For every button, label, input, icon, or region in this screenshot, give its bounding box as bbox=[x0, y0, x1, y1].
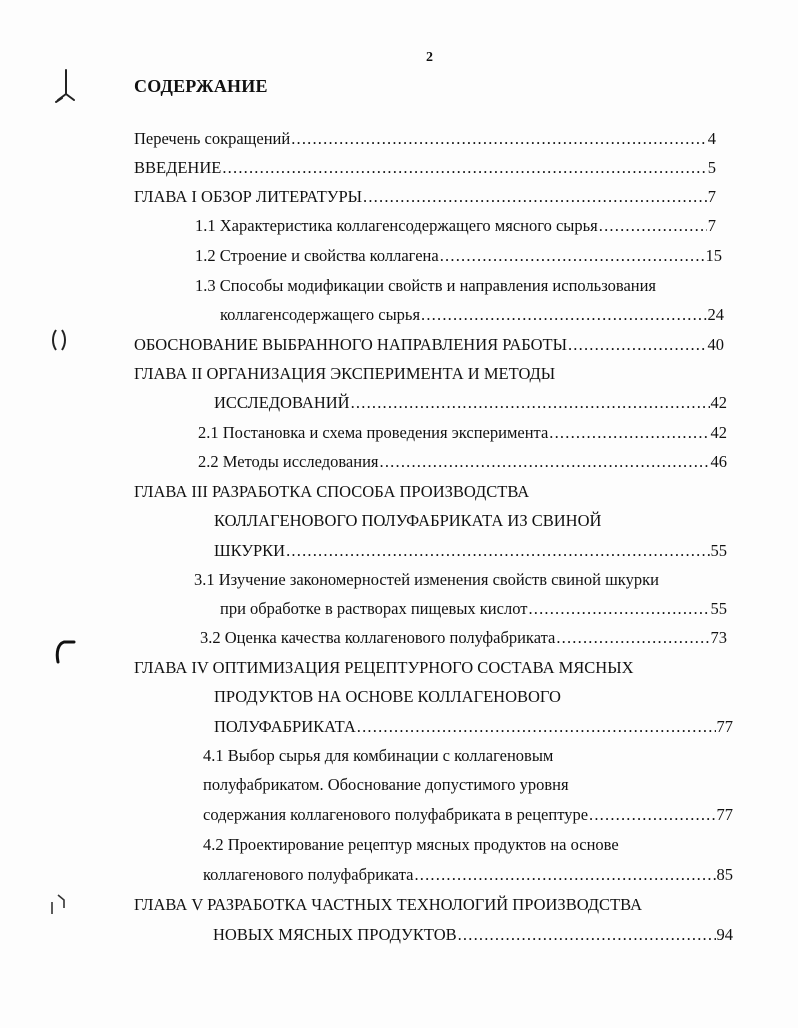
toc-entry-title: ОБОСНОВАНИЕ ВЫБРАННОГО НАПРАВЛЕНИЯ РАБОТЫ bbox=[134, 335, 567, 354]
toc-entry-continuation bbox=[134, 894, 642, 916]
toc-entry-title: при обработке в растворах пищевых кислот bbox=[220, 599, 528, 618]
handwritten-mark-paren-icon bbox=[50, 328, 70, 352]
toc-entry-page-number: 42 bbox=[710, 393, 727, 412]
handwritten-mark-hook-icon bbox=[52, 636, 78, 664]
dot-leader bbox=[556, 627, 709, 649]
toc-entry bbox=[214, 716, 733, 738]
toc-entry-page-number: 77 bbox=[716, 717, 733, 736]
dot-leader bbox=[357, 716, 716, 738]
toc-entry-title: 4.2 Проектирование рецептур мясных продуктов на основе bbox=[203, 835, 619, 854]
toc-entry-title: ГЛАВА III РАЗРАБОТКА СПОСОБА ПРОИЗВОДСТВА bbox=[134, 482, 530, 501]
toc-entry-title: 2.1 Постановка и схема проведения эксперимента bbox=[198, 423, 549, 442]
dot-leader bbox=[222, 157, 706, 179]
toc-entry bbox=[220, 598, 727, 620]
toc-entry bbox=[198, 422, 727, 444]
toc-entry-title: 3.2 Оценка качества коллагенового полуфабриката bbox=[200, 628, 556, 647]
toc-entry-page-number: 42 bbox=[710, 423, 727, 442]
toc-entry-continuation bbox=[134, 481, 529, 503]
toc-entry-page-number: 40 bbox=[707, 335, 724, 354]
toc-entry bbox=[134, 334, 724, 356]
dot-leader bbox=[380, 451, 710, 473]
toc-entry-title: ПРОДУКТОВ НА ОСНОВЕ КОЛЛАГЕНОВОГО bbox=[214, 687, 561, 706]
toc-entry-title: ВВЕДЕНИЕ bbox=[134, 158, 222, 177]
toc-entry bbox=[134, 186, 716, 208]
handwritten-mark-top-icon bbox=[52, 68, 82, 104]
toc-entry-continuation bbox=[203, 745, 553, 767]
toc-entry bbox=[195, 245, 722, 267]
toc-entry-title: ГЛАВА II ОРГАНИЗАЦИЯ ЭКСПЕРИМЕНТА И МЕТОДЫ bbox=[134, 364, 556, 383]
toc-entry-title: 1.3 Способы модификации свойств и направления использования bbox=[195, 276, 657, 295]
toc-entry-continuation bbox=[194, 569, 659, 591]
toc-entry-page-number: 94 bbox=[716, 925, 733, 944]
toc-entry-page-number: 7 bbox=[707, 187, 716, 206]
toc-entry-continuation bbox=[134, 657, 634, 679]
toc-entry-title: коллагенового полуфабриката bbox=[203, 865, 414, 884]
toc-entry bbox=[220, 304, 724, 326]
toc-entry bbox=[213, 924, 733, 946]
toc-entry-page-number: 77 bbox=[716, 805, 733, 824]
toc-entry-page-number: 55 bbox=[710, 541, 727, 560]
toc-entry-continuation bbox=[203, 774, 569, 796]
toc-entry-page-number: 5 bbox=[707, 158, 716, 177]
toc-entry-continuation bbox=[195, 275, 656, 297]
toc-entry-page-number: 55 bbox=[710, 599, 727, 618]
dot-leader bbox=[568, 334, 707, 356]
toc-entry-title: ГЛАВА V РАЗРАБОТКА ЧАСТНЫХ ТЕХНОЛОГИЙ ПРОИЗВОДСТВА bbox=[134, 895, 643, 914]
toc-entry-title: ГЛАВА I ОБЗОР ЛИТЕРАТУРЫ bbox=[134, 187, 363, 206]
toc-entry bbox=[214, 540, 727, 562]
dot-leader bbox=[286, 540, 709, 562]
toc-entry-page-number: 7 bbox=[707, 216, 716, 235]
toc-entry-title: ПОЛУФАБРИКАТА bbox=[214, 717, 356, 736]
dot-leader bbox=[414, 864, 715, 886]
toc-entry bbox=[203, 864, 733, 886]
toc-entry-page-number: 85 bbox=[716, 865, 733, 884]
toc-title: СОДЕРЖАНИЕ bbox=[134, 76, 268, 96]
dot-leader bbox=[599, 215, 707, 237]
toc-entry-title: ИССЛЕДОВАНИЙ bbox=[214, 393, 350, 412]
dot-leader bbox=[351, 392, 710, 414]
toc-entry-title: КОЛЛАГЕНОВОГО ПОЛУФАБРИКАТА ИЗ СВИНОЙ bbox=[214, 511, 602, 530]
dot-leader bbox=[440, 245, 705, 267]
toc-entry-continuation bbox=[214, 510, 601, 532]
dot-leader bbox=[363, 186, 707, 208]
page-number: 2 bbox=[426, 50, 433, 65]
toc-entry-title: Перечень сокращений bbox=[134, 129, 291, 148]
toc-entry-continuation bbox=[214, 686, 561, 708]
toc-entry bbox=[134, 128, 716, 150]
toc-entry-page-number: 15 bbox=[705, 246, 722, 265]
dot-leader bbox=[421, 304, 706, 326]
dot-leader bbox=[589, 804, 715, 826]
toc-entry bbox=[195, 215, 716, 237]
toc-entry-title: ГЛАВА IV ОПТИМИЗАЦИЯ РЕЦЕПТУРНОГО СОСТАВА МЯСНЫХ bbox=[134, 658, 634, 677]
toc-entry bbox=[200, 627, 727, 649]
toc-entry bbox=[203, 804, 733, 826]
dot-leader bbox=[528, 598, 709, 620]
toc-entry-title: НОВЫХ МЯСНЫХ ПРОДУКТОВ bbox=[213, 925, 457, 944]
toc-entry-title: ШКУРКИ bbox=[214, 541, 286, 560]
toc-entry-title: 2.2 Методы исследования bbox=[198, 452, 379, 471]
toc-entry-continuation bbox=[203, 834, 619, 856]
handwritten-mark-bottom-icon bbox=[48, 892, 68, 916]
toc-entry-page-number: 46 bbox=[710, 452, 727, 471]
toc-entry-page-number: 73 bbox=[710, 628, 727, 647]
toc-entry-title: 4.1 Выбор сырья для комбинации с коллагеновым bbox=[203, 746, 554, 765]
toc-entry-title: полуфабрикатом. Обоснование допустимого уровня bbox=[203, 775, 569, 794]
toc-entry bbox=[134, 157, 716, 179]
toc-entry bbox=[198, 451, 727, 473]
toc-entry-title: содержания коллагенового полуфабриката в рецептуре bbox=[203, 805, 589, 824]
toc-entry bbox=[214, 392, 727, 414]
dot-leader bbox=[458, 924, 716, 946]
toc-entry-title: 3.1 Изучение закономерностей изменения свойств свиной шкурки bbox=[194, 570, 659, 589]
dot-leader bbox=[549, 422, 709, 444]
toc-entry-page-number: 4 bbox=[707, 129, 716, 148]
toc-entry-title: 1.2 Строение и свойства коллагена bbox=[195, 246, 439, 265]
toc-entry-title: коллагенсодержащего сырья bbox=[220, 305, 421, 324]
dot-leader bbox=[291, 128, 707, 150]
toc-entry-page-number: 24 bbox=[707, 305, 724, 324]
toc-entry-title: 1.1 Характеристика коллагенсодержащего мясного сырья bbox=[195, 216, 598, 235]
toc-entry-continuation bbox=[134, 363, 555, 385]
